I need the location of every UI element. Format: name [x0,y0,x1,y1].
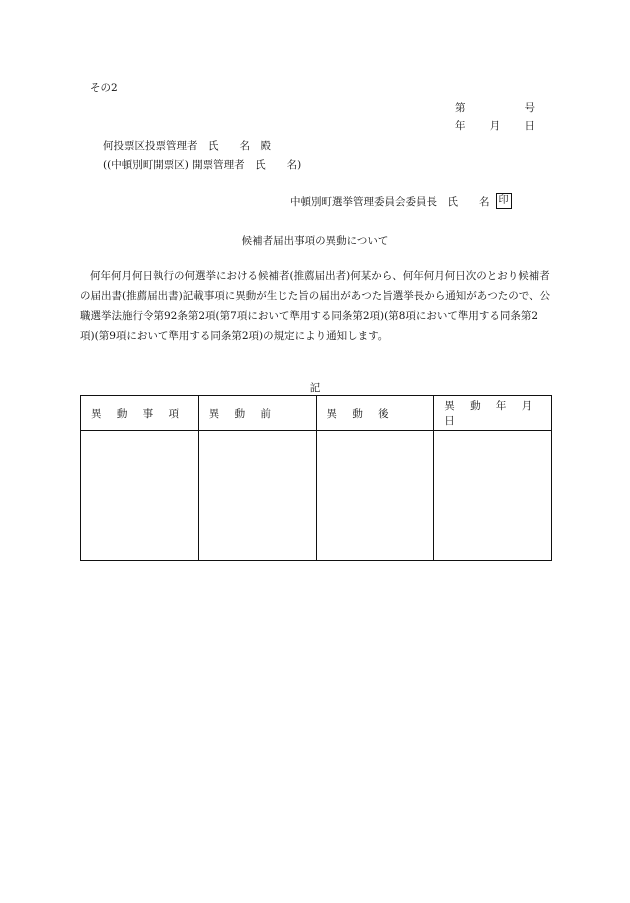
ki-heading: 記 [309,382,321,394]
number-go: 号 [524,102,535,114]
number-dai: 第 [455,102,466,114]
cell-after-change[interactable] [316,431,434,561]
addressee-line-2: ((中頓別町開票区) 開票管理者 氏 名) [103,159,302,171]
document-number-line [455,100,535,115]
table-row [81,431,552,561]
header-before-change: 異 動 前 [198,396,316,431]
notice-body: 何年何月何日執行の何選挙における候補者(推薦届出者)何某から、何年何月何日次のとおり候補者の届出書(推薦届出書)記載事項に異動が生じた旨の届出があつた旨選挙長から通知があつたので、公職選挙法施行令第92条第2項(第7項において準用する同条第2項)(第8項において準用する同条第2項)(第9項において準用する同条第2項)の規定により通知します。 [80,270,550,342]
header-after-change: 異 動 後 [316,396,434,431]
date-month: 月 [489,120,501,132]
header-change-date: 異 動 年 月 日 [434,396,552,431]
sender-line [290,193,512,209]
document-title: 候補者届出事項の異動について [241,235,389,247]
document-date-line [455,118,535,133]
header-change-item: 異 動 事 項 [81,396,199,431]
date-day: 日 [524,120,535,132]
sender-name: 中頓別町選挙管理委員会委員長 氏 名 [290,195,490,208]
form-label: その2 [90,82,118,94]
cell-before-change[interactable] [198,431,316,561]
change-table [80,395,552,561]
table-header-row [81,396,552,431]
cell-change-item[interactable] [81,431,199,561]
addressee-line-1: 何投票区投票管理者 氏 名 殿 [103,140,271,152]
cell-change-date[interactable] [434,431,552,561]
date-year: 年 [455,120,466,132]
seal-stamp: 印 [496,193,512,209]
